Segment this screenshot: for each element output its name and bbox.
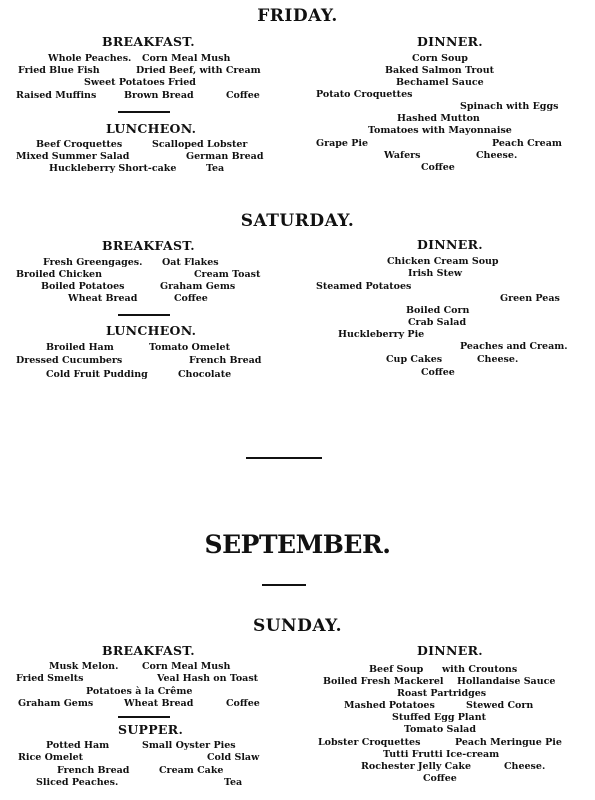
- menu-item: Dressed Cucumbers: [16, 355, 123, 366]
- menu-item: Cream Cake: [159, 765, 224, 776]
- menu-item: Chicken Cream Soup: [387, 256, 499, 267]
- menu-item: Fresh Greengages.: [43, 257, 143, 268]
- menu-item: Whole Peaches.: [48, 53, 132, 64]
- menu-item: Stuffed Egg Plant: [392, 712, 486, 723]
- menu-item: Spinach with Eggs: [460, 101, 559, 112]
- menu-item: Coffee: [226, 698, 260, 709]
- menu-item: Coffee: [423, 773, 457, 784]
- menu-item: Tomato Salad: [404, 724, 476, 735]
- menu-item: Beef Soup: [369, 664, 424, 675]
- sunday-supper-heading: SUPPER.: [118, 722, 184, 737]
- menu-item: Irish Stew: [408, 268, 463, 279]
- menu-item: Potted Ham: [46, 740, 110, 751]
- menu-item: Broiled Chicken: [16, 269, 102, 280]
- sunday-breakfast-heading: BREAKFAST.: [102, 643, 195, 658]
- menu-item: Small Oyster Pies: [142, 740, 236, 751]
- menu-item: Fried Smelts: [16, 673, 84, 684]
- page-divider: [246, 457, 322, 459]
- menu-item: Cold Slaw: [207, 752, 260, 763]
- menu-item: Corn Meal Mush: [142, 661, 231, 672]
- menu-item: Baked Salmon Trout: [385, 65, 495, 76]
- menu-item: Wheat Bread: [124, 698, 194, 709]
- menu-item: Green Peas: [500, 293, 560, 304]
- menu-item: Cold Fruit Pudding: [46, 369, 148, 380]
- menu-item: Corn Meal Mush: [142, 53, 231, 64]
- menu-item: Coffee: [174, 293, 208, 304]
- menu-item: Musk Melon.: [49, 661, 119, 672]
- menu-item: Mashed Potatoes: [344, 700, 435, 711]
- menu-item: Peaches and Cream.: [460, 341, 568, 352]
- menu-item: Bechamel Sauce: [396, 77, 484, 88]
- menu-item: Tomato Omelet: [149, 342, 230, 353]
- menu-item: Mixed Summer Salad: [16, 151, 130, 162]
- friday-luncheon-heading: LUNCHEON.: [106, 121, 197, 136]
- menu-item: Rice Omelet: [18, 752, 84, 763]
- menu-item: Graham Gems: [18, 698, 94, 709]
- menu-item: Graham Gems: [160, 281, 236, 292]
- menu-item: Coffee: [226, 90, 260, 101]
- friday-dinner-heading: DINNER.: [417, 34, 483, 49]
- menu-item: Coffee: [421, 367, 455, 378]
- menu-item: Cheese.: [476, 150, 518, 161]
- menu-item: Huckleberry Short-cake: [49, 163, 177, 174]
- menu-item: Potatoes à la Crême: [86, 686, 193, 697]
- menu-item: Stewed Corn: [466, 700, 534, 711]
- menu-item: Brown Bread: [124, 90, 194, 101]
- saturday-luncheon-heading: LUNCHEON.: [106, 323, 197, 338]
- month-title: SEPTEMBER.: [204, 530, 391, 559]
- menu-item: Oat Flakes: [162, 257, 219, 268]
- menu-item: Peach Meringue Pie: [455, 737, 562, 748]
- saturday-breakfast-heading: BREAKFAST.: [102, 238, 195, 253]
- menu-item: Cup Cakes: [386, 354, 443, 365]
- menu-item: French Bread: [57, 765, 130, 776]
- menu-item: Coffee: [421, 162, 455, 173]
- menu-item: Boiled Corn: [406, 305, 470, 316]
- section-divider: [118, 716, 170, 718]
- friday-breakfast-heading: BREAKFAST.: [102, 34, 195, 49]
- menu-item: Tomatoes with Mayonnaise: [368, 125, 512, 136]
- menu-item: German Bread: [186, 151, 264, 162]
- menu-item: Scalloped Lobster: [152, 139, 248, 150]
- menu-item: Veal Hash on Toast: [157, 673, 259, 684]
- menu-item: Potato Croquettes: [316, 89, 413, 100]
- menu-item: Grape Pie: [316, 138, 369, 149]
- menu-item: Lobster Croquettes: [318, 737, 421, 748]
- day-title-saturday: SATURDAY.: [240, 211, 355, 231]
- menu-item: Boiled Fresh Mackerel: [323, 676, 444, 687]
- menu-item: Cheese.: [504, 761, 546, 772]
- section-divider: [118, 314, 170, 316]
- menu-item: Chocolate: [178, 369, 232, 380]
- menu-item: Wheat Bread: [68, 293, 138, 304]
- menu-item: Tea: [224, 777, 243, 788]
- menu-item: Broiled Ham: [46, 342, 114, 353]
- menu-item: Beef Croquettes: [36, 139, 123, 150]
- menu-item: Hollandaise Sauce: [457, 676, 556, 687]
- month-divider: [262, 584, 306, 586]
- menu-item: Sweet Potatoes Fried: [84, 77, 196, 88]
- menu-item: Steamed Potatoes: [316, 281, 412, 292]
- day-title-sunday: SUNDAY.: [252, 616, 343, 636]
- menu-item: Rochester Jelly Cake: [361, 761, 471, 772]
- menu-item: Tutti Frutti Ice-cream: [383, 749, 500, 760]
- menu-item: Boiled Potatoes: [41, 281, 125, 292]
- menu-item: French Bread: [189, 355, 262, 366]
- menu-item: Raised Muffins: [16, 90, 97, 101]
- menu-item: Peach Cream: [492, 138, 562, 149]
- sunday-dinner-heading: DINNER.: [417, 643, 483, 658]
- menu-item: Hashed Mutton: [397, 113, 480, 124]
- saturday-dinner-heading: DINNER.: [417, 237, 483, 252]
- menu-item: Fried Blue Fish: [18, 65, 100, 76]
- section-divider: [118, 111, 170, 113]
- menu-item: Cheese.: [477, 354, 519, 365]
- menu-item: Sliced Peaches.: [36, 777, 119, 788]
- menu-item: Roast Partridges: [397, 688, 487, 699]
- menu-item: Huckleberry Pie: [338, 329, 425, 340]
- menu-item: Crab Salad: [408, 317, 467, 328]
- menu-item: with Croutons: [442, 664, 518, 675]
- menu-item: Tea: [206, 163, 225, 174]
- menu-item: Dried Beef, with Cream: [136, 65, 261, 76]
- menu-item: Wafers: [384, 150, 421, 161]
- menu-item: Corn Soup: [412, 53, 468, 64]
- menu-item: Cream Toast: [194, 269, 261, 280]
- day-title-friday: FRIDAY.: [257, 6, 338, 26]
